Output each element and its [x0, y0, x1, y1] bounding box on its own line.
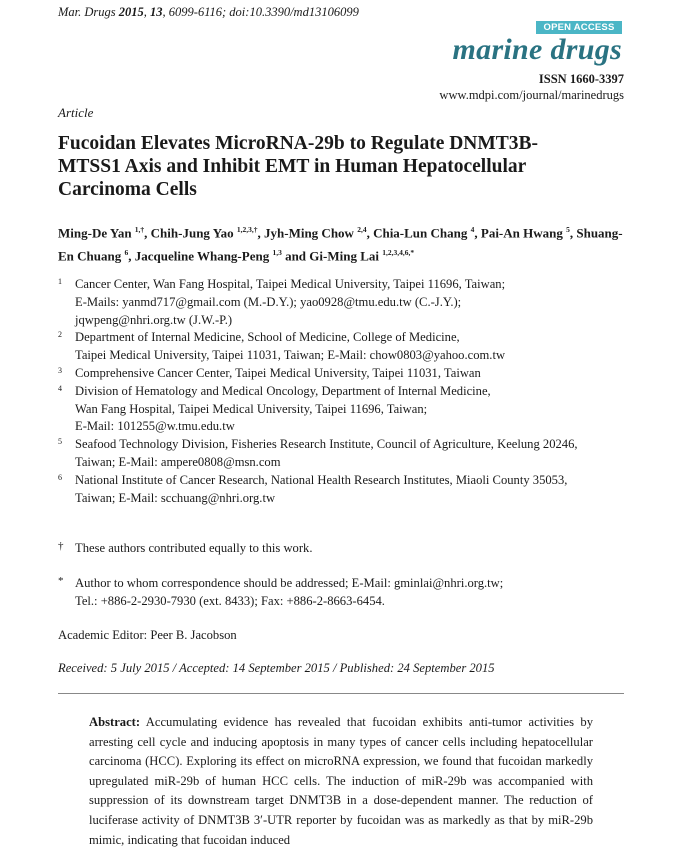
publication-dates: Received: 5 July 2015 / Accepted: 14 September 2015 / Published: 24 September 2015: [58, 661, 495, 675]
author-affiliation-sup: 2,4: [357, 225, 367, 234]
journal-url[interactable]: www.mdpi.com/journal/marinedrugs: [439, 88, 624, 102]
author-name: Pai-An Hwang: [480, 225, 567, 241]
equal-contribution-note: † These authors contributed equally to this work.: [58, 540, 313, 555]
affiliation-line: Cancer Center, Wan Fang Hospital, Taipei Medical University, Taipei 11696, Taiwan;: [75, 277, 506, 291]
affiliation-number: 3: [58, 365, 62, 375]
abstract: [89, 713, 593, 850]
author-name: Jacqueline Whang-Peng: [134, 248, 273, 264]
affiliation-line: Taipei Medical University, Taipei 11031, Taiwan; E-Mail: chow0803@yahoo.com.tw: [75, 348, 506, 363]
author-name: Chih-Jung Yao: [150, 225, 237, 241]
affiliation-item: [58, 365, 633, 383]
affiliation-number: 6: [58, 472, 62, 482]
author-name: Ming-De Yan: [58, 225, 135, 241]
affiliation-item: [58, 472, 633, 508]
author-name: Shuang-En Chuang: [58, 225, 623, 264]
journal-name: marine drugs: [452, 33, 622, 66]
author-affiliation-sup: 5: [566, 225, 570, 234]
article-title: Fucoidan Elevates MicroRNA-29b to Regulate DNMT3B-MTSS1 Axis and Inhibit EMT in Human Hepatocellular Carcinoma Cells: [58, 133, 539, 200]
affiliation-line: National Institute of Cancer Research, National Health Research Institutes, Miaoli County 35053,: [75, 472, 568, 487]
author-affiliation-sup: 6: [124, 248, 129, 258]
author-name: Jyh-Ming Chow: [264, 225, 358, 241]
affiliation-number: 5: [58, 437, 62, 447]
author-affiliation-sup: 1,†: [134, 225, 145, 234]
affiliation-line: Wan Fang Hospital, Taipei Medical University, Taipei 11696, Taiwan;: [75, 401, 428, 416]
affiliation-number: 1: [58, 277, 62, 286]
affiliation-item: [58, 436, 633, 472]
open-access-badge: OPEN ACCESS: [536, 21, 622, 34]
abstract-label: Abstract:: [89, 715, 141, 729]
author-list: Ming-De Yan $^{1,\dagger}$, Chih-Jung Yao $^{1,2,3,\dagger}$, Jyh-Ming Chow $^{2,4}$, Chia-Lun Chang $^4$, Pai-An Hwang $^5$, Shuang-En Chuang $^6$, Jacqueline Whang-Peng $^{1,3}$ and Gi-Ming Lai $^{1,2,3,4,6,*}$: [58, 225, 623, 264]
author-name: Chia-Lun Chang: [373, 225, 471, 241]
author-affiliation-sup: 4: [470, 225, 475, 234]
affiliation-line: E-Mails: yanmd717@gmail.com (M.-D.Y.); yao0928@tmu.edu.tw (C.-J.Y.);: [75, 294, 462, 309]
citation-year: 2015: [118, 5, 144, 19]
affiliation-line: Comprehensive Cancer Center, Taipei Medical University, Taipei 11031, Taiwan: [75, 365, 481, 380]
affiliation-line: Seafood Technology Division, Fisheries Research Institute, Council of Agriculture, Keelung 20246,: [75, 437, 578, 452]
affiliation-number: 4: [58, 383, 62, 393]
author-affiliation-sup: 1,3: [272, 248, 282, 258]
affiliation-item: [58, 383, 633, 436]
correspondence-note: * Author to whom correspondence should be addressed; E-Mail: gminlai@nhri.org.tw; Tel.: +886-2-2930-7930 (ext. 8433); Fax: +886-2-8663-6454.: [58, 575, 504, 608]
author-name: Gi-Ming Lai: [309, 248, 383, 264]
citation-line: Mar. Drugs 2015, 13, 6099-6116; doi:10.3390/md13106099: [58, 5, 359, 19]
affiliation-line: Taiwan; E-Mail: scchuang@nhri.org.tw: [75, 490, 276, 505]
affiliation-number: 2: [58, 330, 62, 340]
affiliation-line: E-Mail: 101255@w.tmu.edu.tw: [75, 419, 235, 434]
academic-editor: Academic Editor: Peer B. Jacobson: [58, 628, 237, 642]
citation-pages-doi: , 6099-6116; doi:10.3390/md13106099: [162, 5, 359, 19]
article-type: Article: [58, 105, 94, 120]
affiliation-line: Taiwan; E-Mail: ampere0808@msn.com: [75, 454, 281, 469]
dagger-mark: †: [58, 540, 64, 552]
affiliation-line: jqwpeng@nhri.org.tw (J.W.-P.): [75, 312, 233, 327]
author-affiliation-sup: 1,2,3,†: [236, 225, 258, 234]
author-affiliation-sup: 1,2,3,4,6,*: [382, 248, 415, 258]
affiliations: [58, 276, 633, 507]
asterisk-mark: *: [58, 575, 64, 587]
issn: ISSN 1660-3397: [538, 72, 624, 86]
affiliation-line: Division of Hematology and Medical Oncology, Department of Internal Medicine,: [75, 383, 491, 398]
affiliation-item: [58, 276, 633, 329]
affiliation-item: [58, 329, 633, 365]
abstract-text: Accumulating evidence has revealed that fucoidan exhibits anti-tumor activities by arresting cell cycle and inducing apoptosis in many types of cancer cells including hepatocellular carcinoma (HCC). Exploring its effect on microRNA expression, we found that fucoidan markedly upregulated miR-29b of human HCC cells. The induction of miR-29b was accompanied with suppression of its downstream target DNMT3B in a dose-dependent manner. The reduction of luciferase activity of DNMT3B 3′-UTR reporter by fucoidan was as markedly as that by miR-29b mimic, indicating that fucoidan induced: [89, 715, 593, 847]
affiliation-line: Department of Internal Medicine, School of Medicine, College of Medicine,: [75, 330, 460, 345]
divider: [58, 693, 624, 694]
citation-volume: 13: [150, 5, 163, 19]
